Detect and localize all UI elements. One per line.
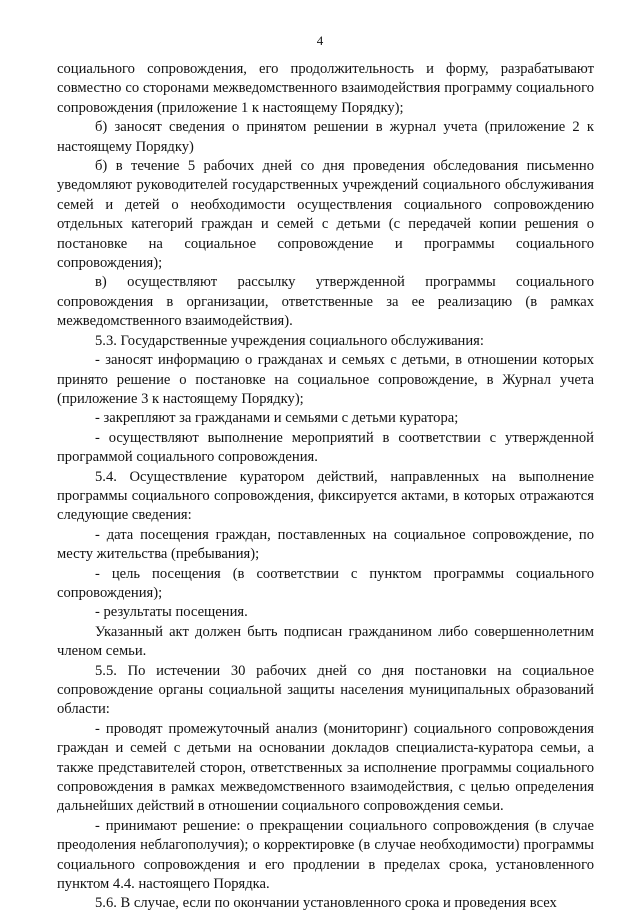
paragraph: 5.6. В случае, если по окончании установленного срока и проведения всех <box>95 895 557 912</box>
paragraph: 5.5. По истечении 30 рабочих дней со дня постановки на социальное сопровождение органы социальной защиты населения муниципальных образований области: <box>57 662 594 718</box>
list-item: - цель посещения (в соответствии с пунктом программы социального сопровождения); <box>57 565 594 601</box>
paragraph: в) осуществляют рассылку утвержденной программы социального сопровождения в организации, ответственные за ее реализацию (в рамках межведомственного взаимодействия). <box>57 274 594 330</box>
paragraph: 5.4. Осуществление куратором действий, направленных на выполнение программы социального сопровождения, фиксируется актами, в которых отражаются следующие сведения: <box>57 468 594 524</box>
paragraph: б) заносят сведения о принятом решении в журнал учета (приложение 2 к настоящему Порядку) <box>57 119 594 155</box>
paragraph: б) в течение 5 рабочих дней со дня проведения обследования письменно уведомляют руководителей государственных учреждений социального обслуживания семей и детей о необходимости осуществления социального сопровождению отдельных категорий граждан и семей с детьми (с передачей копии решения о постановке на социальное сопровождение и программы социального сопровождения); <box>57 158 594 272</box>
section-heading: 5.3. Государственные учреждения социального обслуживания: <box>95 332 484 349</box>
paragraph: социального сопровождения, его продолжительность и форму, разрабатывают совместно со сторонами межведомственного взаимодействия программу социального сопровождения (приложение 1 к настоящему Порядку); <box>57 61 594 116</box>
list-item: - закрепляют за гражданами и семьями с детьми куратора; <box>95 410 459 427</box>
paragraph: Указанный акт должен быть подписан гражданином либо совершеннолетним членом семьи. <box>57 623 594 660</box>
list-item: - результаты посещения. <box>95 604 248 621</box>
document-body <box>57 60 594 914</box>
list-item: - проводят промежуточный анализ (мониторинг) социального сопровождения граждан и семей с детьми на основании докладов специалиста-куратора семьи, а также представителей сторон, ответственных за исполнение программы социального сопровождения в рамках межведомственного взаимодействия, с целью определения дальнейших действий в отношении социального сопровождения семьи. <box>57 720 594 815</box>
page-number: 4 <box>316 33 324 48</box>
list-item: - принимают решение: о прекращении социального сопровождения (в случае преодоления неблагополучия); о корректировке (в случае необходимости) программы социального сопровождения и его продлении в пределах срока, установленного пунктом 4.4. настоящего Порядка. <box>57 817 594 893</box>
list-item: - дата посещения граждан, поставленных на социальное сопровождение, по месту жительства (пребывания); <box>57 526 594 563</box>
list-item: - осуществляют выполнение мероприятий в соответствии с утвержденной программой социального сопровождения. <box>57 429 594 466</box>
list-item: - заносят информацию о гражданах и семьях с детьми, в отношении которых принято решение о постановке на социальное сопровождение, в Журнал учета (приложение 3 к настоящему Порядку); <box>57 352 594 407</box>
